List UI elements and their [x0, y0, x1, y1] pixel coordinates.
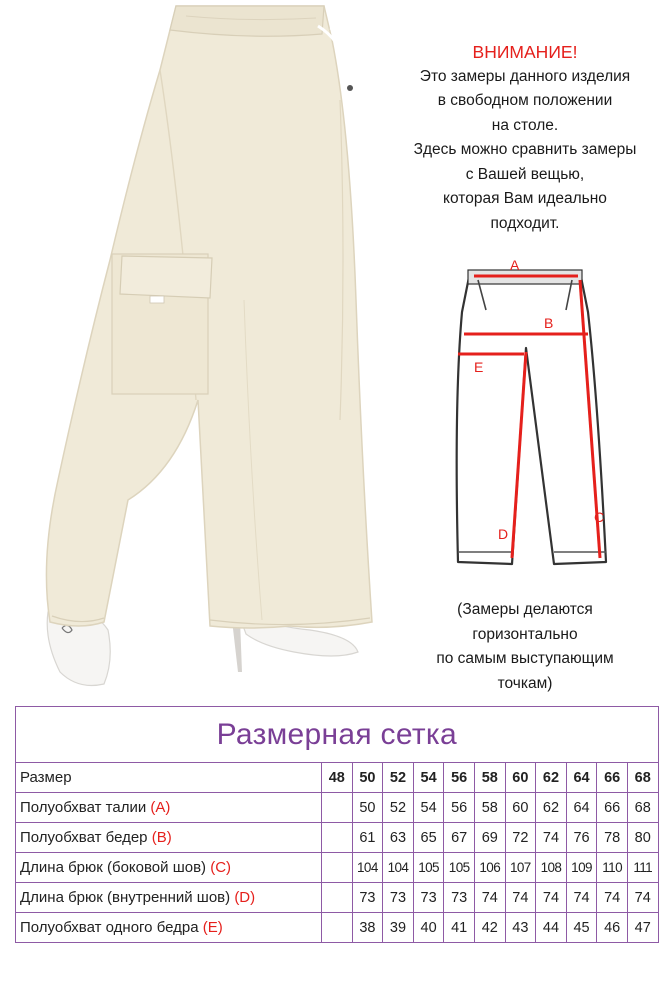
row-label-text: Полуобхват талии	[20, 799, 147, 816]
table-header-row	[16, 763, 659, 793]
measurement-diagram	[448, 252, 618, 572]
size-cell: 66	[597, 763, 628, 793]
size-chart-table	[15, 706, 659, 943]
size-cell: 48	[322, 763, 353, 793]
notice-title: ВНИМАНИЕ!	[472, 42, 578, 62]
table-title-row	[16, 707, 659, 763]
row-label	[16, 883, 322, 913]
table-row	[16, 823, 659, 853]
value-cell: 40	[413, 913, 444, 943]
table-row	[16, 883, 659, 913]
value-cell: 74	[536, 823, 567, 853]
notice-line: на столе.	[491, 116, 559, 134]
trousers-shape	[46, 6, 372, 628]
value-cell: 111	[627, 853, 658, 883]
value-cell: 80	[627, 823, 658, 853]
notice-line: подходит.	[490, 214, 560, 232]
value-cell: 43	[505, 913, 536, 943]
value-cell: 56	[444, 793, 475, 823]
table-row	[16, 853, 659, 883]
row-label-text: Длина брюк (боковой шов)	[20, 859, 207, 876]
value-cell: 106	[474, 853, 505, 883]
table-title: Размерная сетка	[16, 707, 659, 763]
value-cell	[322, 883, 353, 913]
value-cell: 50	[352, 793, 383, 823]
row-label-text: Полуобхват бедер	[20, 829, 148, 846]
value-cell: 74	[566, 883, 597, 913]
row-label	[16, 853, 322, 883]
size-cell: 60	[505, 763, 536, 793]
row-label-code: (C)	[210, 859, 232, 876]
value-cell: 74	[597, 883, 628, 913]
row-label-text: Длина брюк (внутренний шов)	[20, 889, 231, 906]
value-cell: 67	[444, 823, 475, 853]
size-cell: 64	[566, 763, 597, 793]
value-cell: 45	[566, 913, 597, 943]
value-cell: 74	[536, 883, 567, 913]
row-label	[16, 793, 322, 823]
value-cell: 105	[413, 853, 444, 883]
notice-line: с Вашей вещью,	[465, 165, 585, 183]
size-header-label: Размер	[16, 763, 322, 793]
value-cell: 105	[444, 853, 475, 883]
value-cell: 41	[444, 913, 475, 943]
size-cell: 56	[444, 763, 475, 793]
value-cell: 54	[413, 793, 444, 823]
measuring-note	[392, 598, 658, 696]
value-cell: 62	[536, 793, 567, 823]
value-cell: 73	[413, 883, 444, 913]
row-label-code: (E)	[202, 919, 223, 936]
value-cell: 73	[383, 883, 414, 913]
value-cell: 58	[474, 793, 505, 823]
value-cell: 60	[505, 793, 536, 823]
value-cell: 108	[536, 853, 567, 883]
value-cell	[322, 793, 353, 823]
notice-line: Это замеры данного изделия	[419, 67, 631, 85]
row-label-code: (D)	[234, 889, 256, 906]
value-cell: 74	[474, 883, 505, 913]
value-cell: 52	[383, 793, 414, 823]
value-cell: 72	[505, 823, 536, 853]
row-label	[16, 823, 322, 853]
value-cell: 74	[627, 883, 658, 913]
value-cell: 47	[627, 913, 658, 943]
value-cell: 110	[597, 853, 628, 883]
note-line: по самым выступающим	[436, 650, 614, 667]
size-cell: 68	[627, 763, 658, 793]
value-cell: 104	[352, 853, 383, 883]
table-row	[16, 793, 659, 823]
value-cell	[322, 823, 353, 853]
value-cell: 46	[597, 913, 628, 943]
value-cell: 68	[627, 793, 658, 823]
size-cell: 52	[383, 763, 414, 793]
product-photo	[0, 0, 400, 700]
value-cell: 78	[597, 823, 628, 853]
size-cell: 50	[352, 763, 383, 793]
value-cell: 65	[413, 823, 444, 853]
note-line: горизонтально	[472, 625, 578, 643]
notice-line: в свободном положении	[437, 92, 613, 109]
row-label-text: Полуобхват одного бедра	[20, 919, 199, 936]
value-cell: 109	[566, 853, 597, 883]
value-cell: 42	[474, 913, 505, 943]
value-cell: 63	[383, 823, 414, 853]
note-line: (Замеры делаются	[457, 601, 593, 618]
value-cell: 66	[597, 793, 628, 823]
row-label	[16, 913, 322, 943]
size-cell: 62	[536, 763, 567, 793]
value-cell: 104	[383, 853, 414, 883]
row-label-code: (A)	[150, 799, 171, 816]
value-cell: 44	[536, 913, 567, 943]
measure-label-b: B	[544, 315, 554, 331]
attention-notice	[392, 40, 658, 236]
notice-line: Здесь можно сравнить замеры	[413, 141, 637, 158]
row-label-code: (B)	[151, 829, 172, 846]
measure-label-c: C	[594, 509, 605, 525]
value-cell: 76	[566, 823, 597, 853]
value-cell: 69	[474, 823, 505, 853]
table-row	[16, 913, 659, 943]
size-cell: 58	[474, 763, 505, 793]
value-cell: 107	[505, 853, 536, 883]
note-line: точкам)	[497, 674, 553, 692]
value-cell	[322, 853, 353, 883]
value-cell: 38	[352, 913, 383, 943]
value-cell: 73	[444, 883, 475, 913]
measure-label-a: A	[510, 257, 520, 273]
value-cell: 39	[383, 913, 414, 943]
value-cell: 61	[352, 823, 383, 853]
waistband	[170, 6, 324, 36]
measure-label-e: E	[474, 359, 484, 375]
value-cell	[322, 913, 353, 943]
notice-line: которая Вам идеально	[443, 190, 607, 207]
value-cell: 64	[566, 793, 597, 823]
value-cell: 74	[505, 883, 536, 913]
value-cell: 73	[352, 883, 383, 913]
cargo-pocket-flap	[120, 256, 212, 298]
measure-label-d: D	[498, 526, 509, 542]
size-cell: 54	[413, 763, 444, 793]
